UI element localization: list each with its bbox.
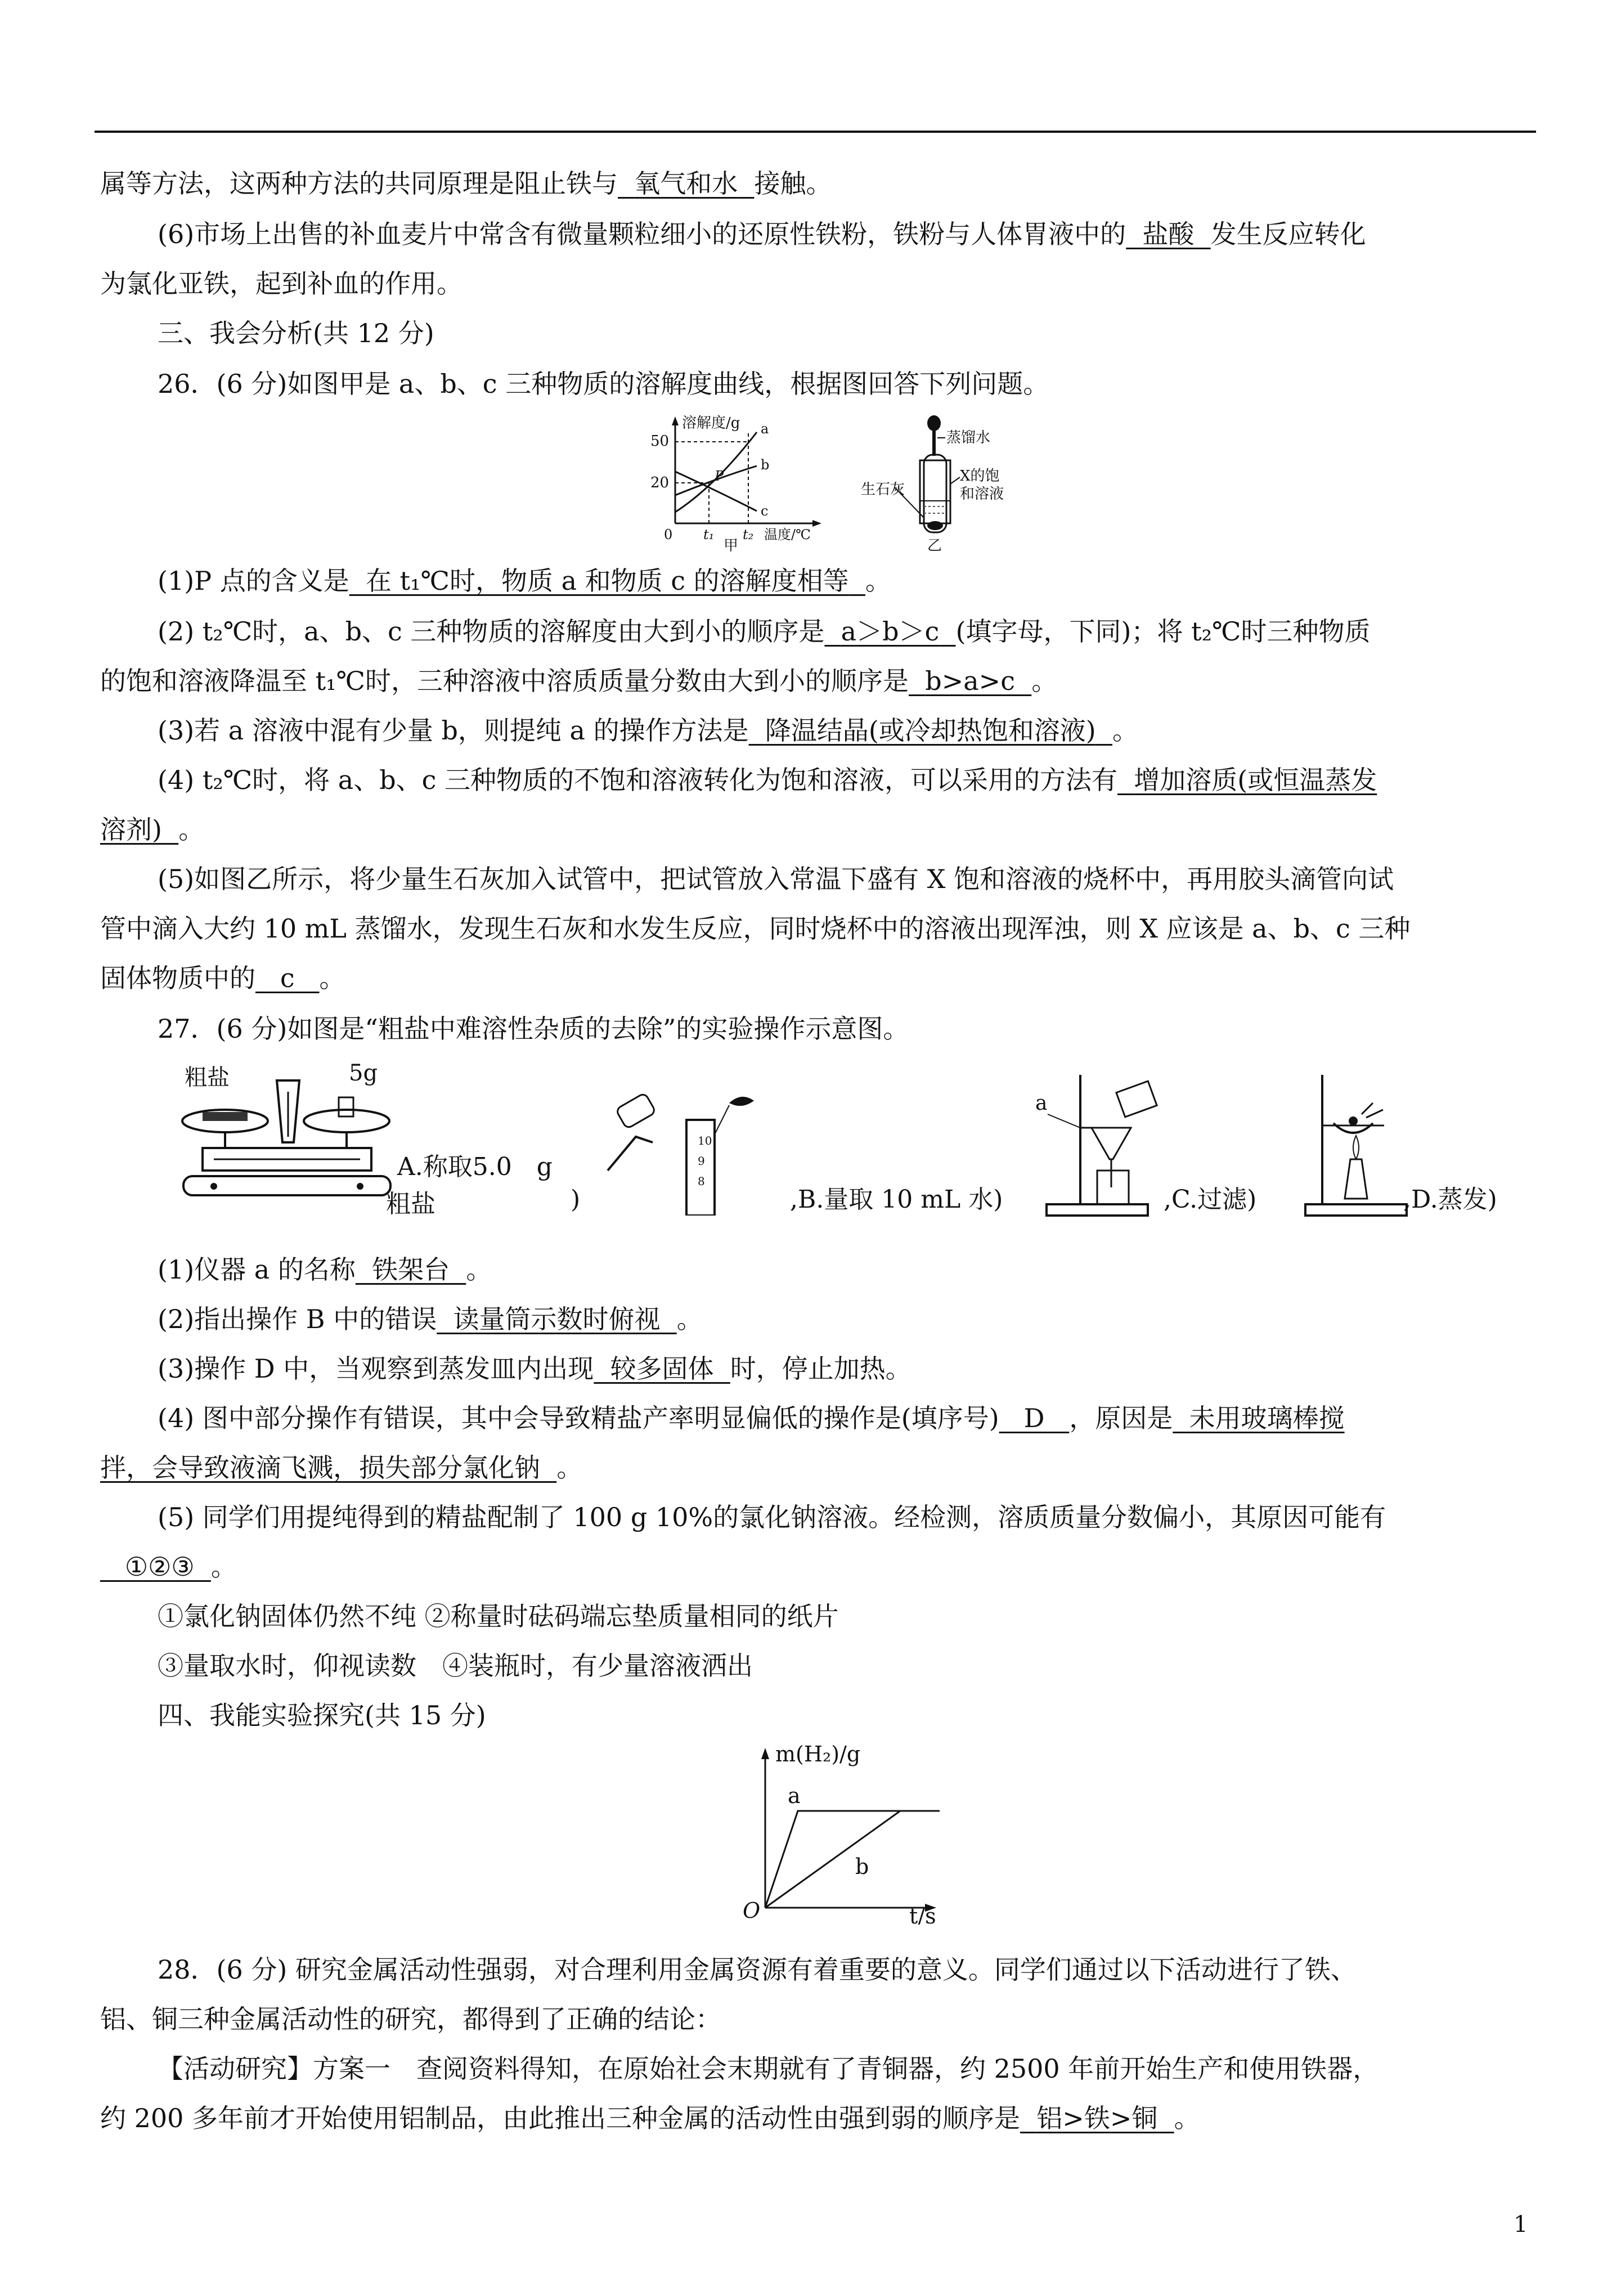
label-op-c: ,C.过滤) (1164, 1185, 1257, 1214)
answer-blank (999, 1403, 1070, 1433)
label-weight: 5g (349, 1060, 378, 1086)
text: (填字母，下同)；将 t₂℃时三种物质 (955, 616, 1371, 647)
answer-blank (749, 715, 1112, 746)
figure-d-evaporate (1300, 1069, 1412, 1221)
label-op-a-close: ) (571, 1185, 581, 1214)
text: (6)市场上出售的补血麦片中常含有微量颗粒细小的还原性铁粉，铁粉与人体胃液中的 (158, 219, 1126, 249)
lime-apparatus (861, 411, 1052, 551)
figure-a-balance (180, 1058, 394, 1221)
chart-tick-t1: t₁ (703, 527, 715, 542)
text: 。 (178, 814, 205, 845)
q26-5-end (100, 959, 1535, 997)
point-p: P (715, 468, 724, 484)
curve-label-c: c (761, 503, 769, 519)
line-b (765, 1811, 900, 1908)
answer: 较多固体 (610, 1353, 714, 1384)
q26-2-cont (100, 662, 1535, 700)
q27-4 (158, 1399, 1592, 1437)
question-27: 27．(6 分)如图是“粗盐中难溶性杂质的去除”的实验操作示意图。 (158, 1014, 909, 1044)
answer-blank (100, 1452, 556, 1483)
answer-blank (1020, 2103, 1174, 2133)
hydrogen-graph (715, 1739, 962, 1925)
q27-3 (158, 1349, 1592, 1388)
q26-3 (158, 711, 1592, 750)
text: 。 (676, 1304, 703, 1334)
text: 约 200 多年前才开始使用铝制品，由此推出三种金属的活动性由强到弱的顺序是 (100, 2103, 1021, 2133)
text: (4) 图中部分操作有错误，其中会导致精盐产率明显偏低的操作是(填序号) (158, 1403, 999, 1433)
text: 。 (556, 1452, 583, 1483)
section-heading: 三、我会分析(共 12 分) (158, 318, 434, 348)
curve-label-b: b (761, 457, 770, 473)
solubility-chart (630, 411, 878, 551)
text: 发生反应转化 (1210, 219, 1366, 249)
answer-blank (437, 1304, 677, 1334)
text-line (100, 164, 1535, 203)
text: (3)操作 D 中，当观察到蒸发皿内出现 (158, 1353, 594, 1384)
answer: 在 t₁℃时，物质 a 和物质 c 的溶解度相等 (365, 566, 849, 596)
label-stand-a: a (1035, 1092, 1048, 1115)
answer-blank (618, 168, 755, 199)
q27-1 (158, 1250, 1592, 1289)
curve-label-a: a (761, 421, 769, 437)
label-op-a-1: A.称取5.0 g (397, 1153, 553, 1181)
scale-8: 8 (698, 1174, 705, 1188)
answer: ①②③ (124, 1551, 195, 1582)
label-op-d: ,D.蒸发) (1403, 1185, 1497, 1214)
text: 。 (466, 1254, 492, 1285)
page-number: 1 (1514, 2212, 1528, 2237)
text: 。 (1174, 2103, 1200, 2133)
answer: 未用玻璃棒搅 (1189, 1403, 1345, 1433)
q28-cont: 铝、铜三种金属活动性的研究，都得到了正确的结论： (100, 2004, 721, 2034)
q26-4-cont (100, 810, 1535, 849)
q26-5-cont: 管中滴入大约 10 mL 蒸馏水，发现生石灰和水发生反应，同时烧杯中的溶液出现浑浊，则 X 应该是 a、b、c 三种 (100, 913, 1411, 944)
text: 接触。 (754, 168, 832, 199)
text: 时，停止加热。 (730, 1353, 911, 1384)
answer-blank (824, 616, 955, 647)
text: (3)若 a 溶液中混有少量 b，则提纯 a 的操作方法是 (158, 715, 749, 746)
q27-2 (158, 1300, 1592, 1338)
figure-b-cylinder (602, 1080, 760, 1216)
answer-blank (1117, 765, 1377, 795)
text: 固体物质中的 (100, 963, 255, 993)
label-op-a-2: 粗盐 (386, 1190, 435, 1218)
text: ，原因是 (1069, 1403, 1173, 1433)
answer: 降温结晶(或冷却热饱和溶液) (765, 715, 1096, 746)
answer-blank (1126, 219, 1211, 249)
answer: D (1023, 1403, 1045, 1433)
q27-5: (5) 同学们用提纯得到的精盐配制了 100 g 10%的氯化钠溶液。经检测，溶质质量分数偏小，其原因可能有 (158, 1502, 1386, 1532)
label-x-solution-2: 和溶液 (960, 486, 1004, 503)
chart-x-label: 温度/℃ (764, 527, 811, 542)
header-rule (95, 131, 1536, 133)
q28-activity: 【活动研究】方案一 查阅资料得知，在原始社会末期就有了青铜器，约 2500 年前开始生产和使用铁器， (158, 2053, 1379, 2084)
section-heading: 四、我能实验探究(共 15 分) (158, 1700, 486, 1730)
answer: 增加溶质(或恒温蒸发 (1134, 765, 1377, 795)
answer: 铁架台 (372, 1254, 450, 1285)
answer: 盐酸 (1142, 219, 1195, 249)
answer: c (280, 963, 295, 993)
answer-blank (1173, 1403, 1344, 1433)
text: (4) t₂℃时，将 a、b、c 三种物质的不饱和溶液转化为饱和溶液，可以采用的方法有 (158, 765, 1118, 795)
scale-9: 9 (698, 1154, 705, 1168)
label-x-solution-1: X的饱 (960, 468, 1000, 485)
line-label-b: b (855, 1854, 869, 1879)
answer: a＞b＞c (841, 616, 940, 647)
label-crude-salt: 粗盐 (185, 1065, 230, 1091)
q26-5: (5)如图乙所示，将少量生石灰加入试管中，把试管放入常温下盛有 X 饱和溶液的烧杯中，再用胶头滴管向试 (158, 864, 1394, 894)
text: (2)指出操作 B 中的错误 (158, 1304, 437, 1334)
text-line (158, 215, 1592, 253)
q27-4-cont (100, 1449, 1535, 1487)
answer: 铝>铁>铜 (1036, 2103, 1158, 2133)
scale-10: 10 (698, 1134, 712, 1147)
chart-origin: 0 (664, 527, 673, 542)
question-28: 28．(6 分) 研究金属活动性强弱，对合理利用金属资源有着重要的意义。同学们通过以下活动进行了铁、 (158, 1954, 1357, 1985)
chart-tick-20: 20 (650, 474, 670, 491)
text: 。 (210, 1551, 237, 1582)
q26-2 (158, 612, 1592, 651)
text: 。 (1112, 715, 1138, 746)
text: 的饱和溶液降温至 t₁℃时，三种溶液中溶质质量分数由大到小的顺序是 (100, 666, 909, 696)
label-distilled-water: 蒸馏水 (946, 429, 991, 446)
text: (1)仪器 a 的名称 (158, 1254, 356, 1285)
q27-option-2: ③量取水时，仰视读数 ④装瓶时，有少量溶液洒出 (158, 1651, 753, 1681)
text: (1)P 点的含义是 (158, 566, 349, 596)
answer-blank (349, 566, 865, 596)
chart-tick-50: 50 (650, 433, 670, 450)
answer-blank (356, 1254, 466, 1285)
figure-c-filter (1035, 1069, 1159, 1221)
answer-blank (100, 1551, 211, 1582)
answer: b>a>c (925, 666, 1015, 696)
answer: 溶剂) (100, 814, 162, 845)
answer: 读量筒示数时俯视 (453, 1304, 661, 1334)
chart-x-label: t/s (909, 1904, 936, 1925)
text-line: 为氯化亚铁，起到补血的作用。 (100, 268, 462, 299)
answer: 拌，会导致液滴飞溅，损失部分氯化钠 (100, 1452, 540, 1483)
answer: 氧气和水 (634, 168, 738, 199)
text: 属等方法，这两种方法的共同原理是阻止铁与 (100, 168, 618, 199)
chart-y-label: 溶解度/g (682, 415, 740, 432)
answer-blank (909, 666, 1031, 696)
question-26: 26．(6 分)如图甲是 a、b、c 三种物质的溶解度曲线，根据图回答下列问题。 (158, 369, 1049, 399)
label-quicklime: 生石灰 (861, 481, 905, 498)
text: (2) t₂℃时，a、b、c 三种物质的溶解度由大到小的顺序是 (158, 616, 825, 647)
chart-origin: O (743, 1898, 761, 1923)
q28-activity-end (100, 2099, 1535, 2137)
text: 。 (1031, 666, 1058, 696)
chart-y-label: m(H₂)/g (775, 1742, 861, 1766)
figure-caption: 甲 (724, 537, 739, 551)
label-op-b: ,B.量取 10 mL 水) (790, 1185, 1003, 1214)
q26-4 (158, 761, 1592, 799)
answer-blank (255, 963, 320, 993)
text: 。 (319, 963, 345, 993)
q26-1 (158, 562, 1592, 600)
figure-caption: 乙 (927, 537, 942, 551)
answer-blank (594, 1353, 730, 1384)
chart-tick-t2: t₂ (743, 527, 754, 542)
q27-5-cont (100, 1548, 1535, 1586)
line-label-a: a (788, 1783, 801, 1808)
line-a (765, 1811, 940, 1908)
answer-blank (100, 814, 178, 845)
text: 。 (865, 566, 891, 596)
q27-option-1: ①氯化钠固体仍然不纯 ②称量时砝码端忘垫质量相同的纸片 (158, 1601, 839, 1631)
